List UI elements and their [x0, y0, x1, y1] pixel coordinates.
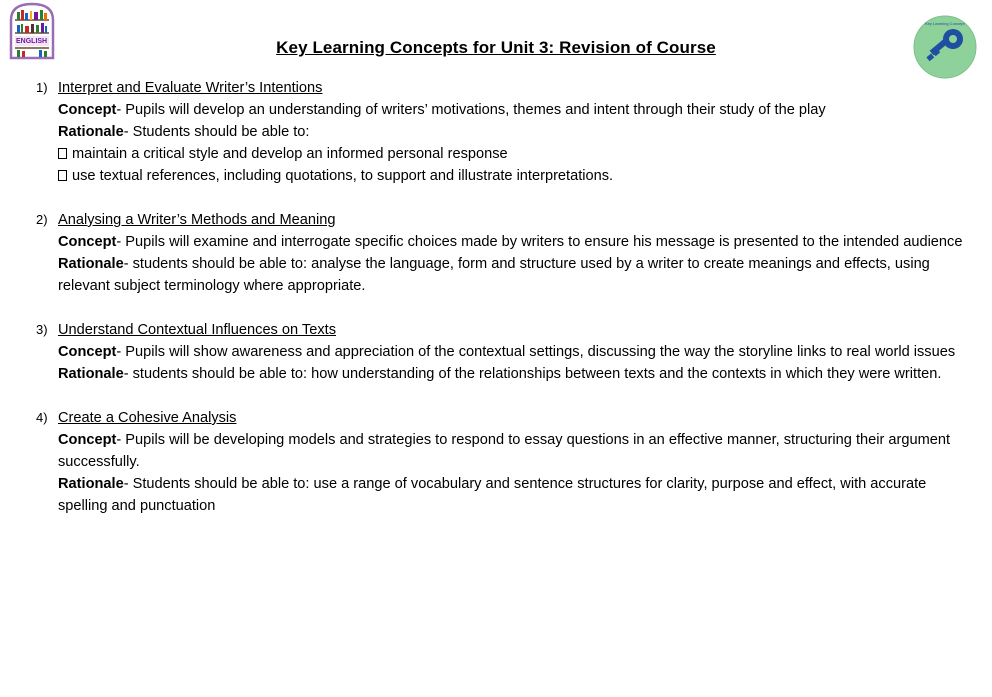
- rationale-label: Rationale: [58, 366, 124, 382]
- concept-paragraph: [36, 341, 966, 363]
- bullet-text: use textual references, including quotations, to support and illustrate interpretations.: [72, 168, 614, 184]
- rationale-paragraph: [36, 253, 966, 297]
- concept-label: Concept: [58, 234, 117, 250]
- section-heading: [36, 77, 966, 99]
- concept-paragraph: [36, 429, 966, 473]
- english-logo-text: ENGLISH: [16, 38, 48, 45]
- section-4: [36, 407, 966, 517]
- section-2: [36, 209, 966, 297]
- concept-text: - Pupils will be developing models and strategies to respond to essay questions in an effective manner, structuring their argument successfully.: [58, 432, 951, 470]
- section-1: [36, 77, 966, 187]
- section-number: 3): [36, 322, 48, 337]
- missing-glyph-icon: [58, 170, 67, 181]
- rationale-paragraph: [36, 363, 966, 385]
- rationale-text: - students should be able to: how understanding of the relationships between texts and the contexts in which they were written.: [123, 366, 942, 382]
- section-number: 1): [36, 80, 48, 95]
- bullet-text: maintain a critical style and develop an informed personal response: [72, 146, 508, 162]
- section-title: Interpret and Evaluate Writer’s Intentions: [58, 80, 323, 96]
- rationale-label: Rationale: [58, 256, 124, 272]
- section-heading: [36, 209, 966, 231]
- page-title: Key Learning Concepts for Unit 3: Revision of Course: [276, 38, 716, 57]
- rationale-paragraph: [36, 121, 966, 143]
- section-heading: [36, 319, 966, 341]
- concept-label: Concept: [58, 102, 117, 118]
- section-number: 2): [36, 212, 48, 227]
- sections-list: [36, 77, 966, 539]
- concept-label: Concept: [58, 432, 117, 448]
- bullet-item: [36, 165, 966, 187]
- section-heading: [36, 407, 966, 429]
- rationale-text: - students should be able to: analyse the language, form and structure used by a writer to create meanings and effects, using relevant subject terminology where appropriate.: [58, 256, 930, 294]
- rationale-text: - Students should be able to:: [123, 124, 310, 140]
- rationale-text: - Students should be able to: use a range of vocabulary and sentence structures for clarity, purpose and effect, with accurate spelling and punctuation: [58, 476, 927, 514]
- concept-text: - Pupils will develop an understanding of writers’ motivations, themes and intent through their study of the play: [116, 102, 826, 118]
- concept-text: - Pupils will show awareness and appreciation of the contextual settings, discussing the way the storyline links to real world issues: [116, 344, 956, 360]
- section-3: [36, 319, 966, 385]
- rationale-label: Rationale: [58, 124, 124, 140]
- section-number: 4): [36, 410, 48, 425]
- section-title: Understand Contextual Influences on Texts: [58, 322, 336, 338]
- concept-text: - Pupils will examine and interrogate specific choices made by writers to ensure his message is presented to the intended audience: [116, 234, 963, 250]
- key-logo-text: Key Learning Concept: [925, 21, 965, 26]
- concept-label: Concept: [58, 344, 117, 360]
- section-title: Analysing a Writer’s Methods and Meaning: [58, 212, 336, 228]
- rationale-paragraph: [36, 473, 966, 517]
- concept-paragraph: [36, 231, 966, 253]
- section-title: Create a Cohesive Analysis: [58, 410, 237, 426]
- rationale-label: Rationale: [58, 476, 124, 492]
- missing-glyph-icon: [58, 148, 67, 159]
- concept-paragraph: [36, 99, 966, 121]
- bullet-item: [36, 143, 966, 165]
